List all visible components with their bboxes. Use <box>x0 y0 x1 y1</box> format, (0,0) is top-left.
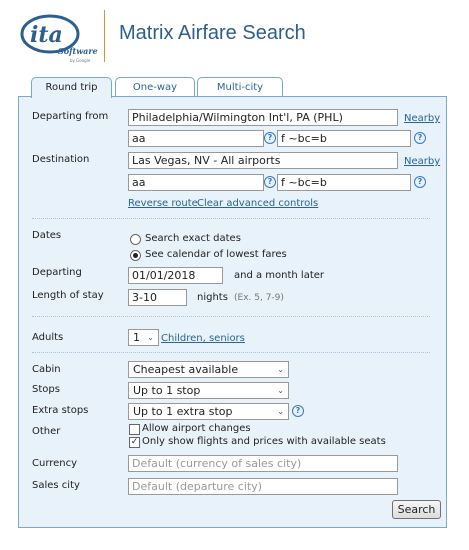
sales-city-label: Sales city <box>32 480 80 491</box>
allow-airport-changes-label: Allow airport changes <box>142 423 251 434</box>
only-available-seats-checkbox[interactable]: ✓ <box>130 437 139 447</box>
cabin-value: Cheapest available <box>133 363 239 376</box>
clear-advanced-controls-link[interactable]: Clear advanced controls <box>197 198 319 209</box>
logo-by: by Google <box>70 58 91 63</box>
extra-stops-select[interactable] <box>128 403 289 420</box>
exact-dates-label: Search exact dates <box>145 233 241 244</box>
section-divider <box>32 218 430 219</box>
other-label: Other <box>32 426 61 437</box>
stops-label: Stops <box>32 384 60 395</box>
destination-label: Destination <box>32 154 90 165</box>
destination-routing-input[interactable]: f ~bc=b <box>277 174 411 191</box>
departing-date-label: Departing <box>32 267 82 278</box>
only-available-seats-label: Only show flights and prices with available seats <box>142 436 386 447</box>
adults-value: 1 <box>133 331 140 344</box>
departing-from-input[interactable]: Philadelphia/Wilmington Int'l, PA (PHL) <box>128 109 398 126</box>
tab-one-way[interactable]: One-way <box>115 77 195 97</box>
departing-date-suffix: and a month later <box>234 270 325 281</box>
currency-label: Currency <box>32 458 78 469</box>
tab-round-trip[interactable]: Round trip <box>31 77 112 98</box>
nights-label: nights <box>197 292 228 303</box>
sales-city-input[interactable]: Default (departure city) <box>128 478 398 495</box>
departing-from-label: Departing from <box>32 111 109 122</box>
extra-stops-label: Extra stops <box>32 405 89 416</box>
section-divider <box>32 352 430 353</box>
destination-nearby-link[interactable]: Nearby <box>404 156 441 167</box>
app-title: Matrix Airfare Search <box>119 22 306 44</box>
chevron-down-icon: ⌄ <box>277 386 284 395</box>
length-of-stay-label: Length of stay <box>32 290 104 301</box>
section-divider <box>32 316 430 317</box>
destination-airline-input[interactable]: aa <box>128 174 264 191</box>
destination-input[interactable]: Las Vegas, NV - All airports <box>128 152 398 169</box>
radio-calendar[interactable] <box>130 250 141 261</box>
departing-airline-input[interactable]: aa <box>128 130 264 147</box>
departing-routing-input[interactable]: f ~bc=b <box>277 130 411 147</box>
chevron-down-icon: ⌄ <box>147 333 154 342</box>
stay-hint: (Ex. 5, 7-9) <box>234 293 284 303</box>
logo-sub: Software <box>58 46 98 56</box>
help-icon[interactable]: ? <box>264 176 276 188</box>
help-icon[interactable]: ? <box>264 132 276 144</box>
help-icon[interactable]: ? <box>414 176 426 188</box>
extra-stops-value: Up to 1 extra stop <box>133 405 233 418</box>
children-seniors-link[interactable]: Children, seniors <box>161 333 245 344</box>
currency-input[interactable]: Default (currency of sales city) <box>128 455 398 472</box>
adults-select[interactable] <box>128 329 159 346</box>
header-divider <box>104 10 105 62</box>
help-icon[interactable]: ? <box>292 405 304 417</box>
cabin-label: Cabin <box>32 364 61 375</box>
departing-nearby-link[interactable]: Nearby <box>404 113 441 124</box>
chevron-down-icon: ⌄ <box>277 407 284 416</box>
help-icon[interactable]: ? <box>414 132 426 144</box>
allow-airport-changes-checkbox[interactable] <box>129 424 140 435</box>
cabin-select[interactable] <box>128 361 289 378</box>
length-of-stay-input[interactable]: 3-10 <box>128 289 187 306</box>
search-button[interactable]: Search <box>392 500 441 519</box>
tab-multi-city[interactable]: Multi-city <box>197 77 283 97</box>
stops-select[interactable] <box>128 382 289 399</box>
dates-label: Dates <box>32 230 62 241</box>
radio-exact-dates[interactable] <box>130 234 141 245</box>
logo-text: ita <box>30 22 63 48</box>
chevron-down-icon: ⌄ <box>277 365 284 374</box>
ita-software-logo <box>18 12 98 64</box>
stops-value: Up to 1 stop <box>133 384 201 397</box>
adults-label: Adults <box>32 332 64 343</box>
departing-date-input[interactable]: 01/01/2018 <box>128 267 223 284</box>
calendar-label: See calendar of lowest fares <box>145 249 287 260</box>
reverse-route-link[interactable]: Reverse route <box>128 198 198 209</box>
